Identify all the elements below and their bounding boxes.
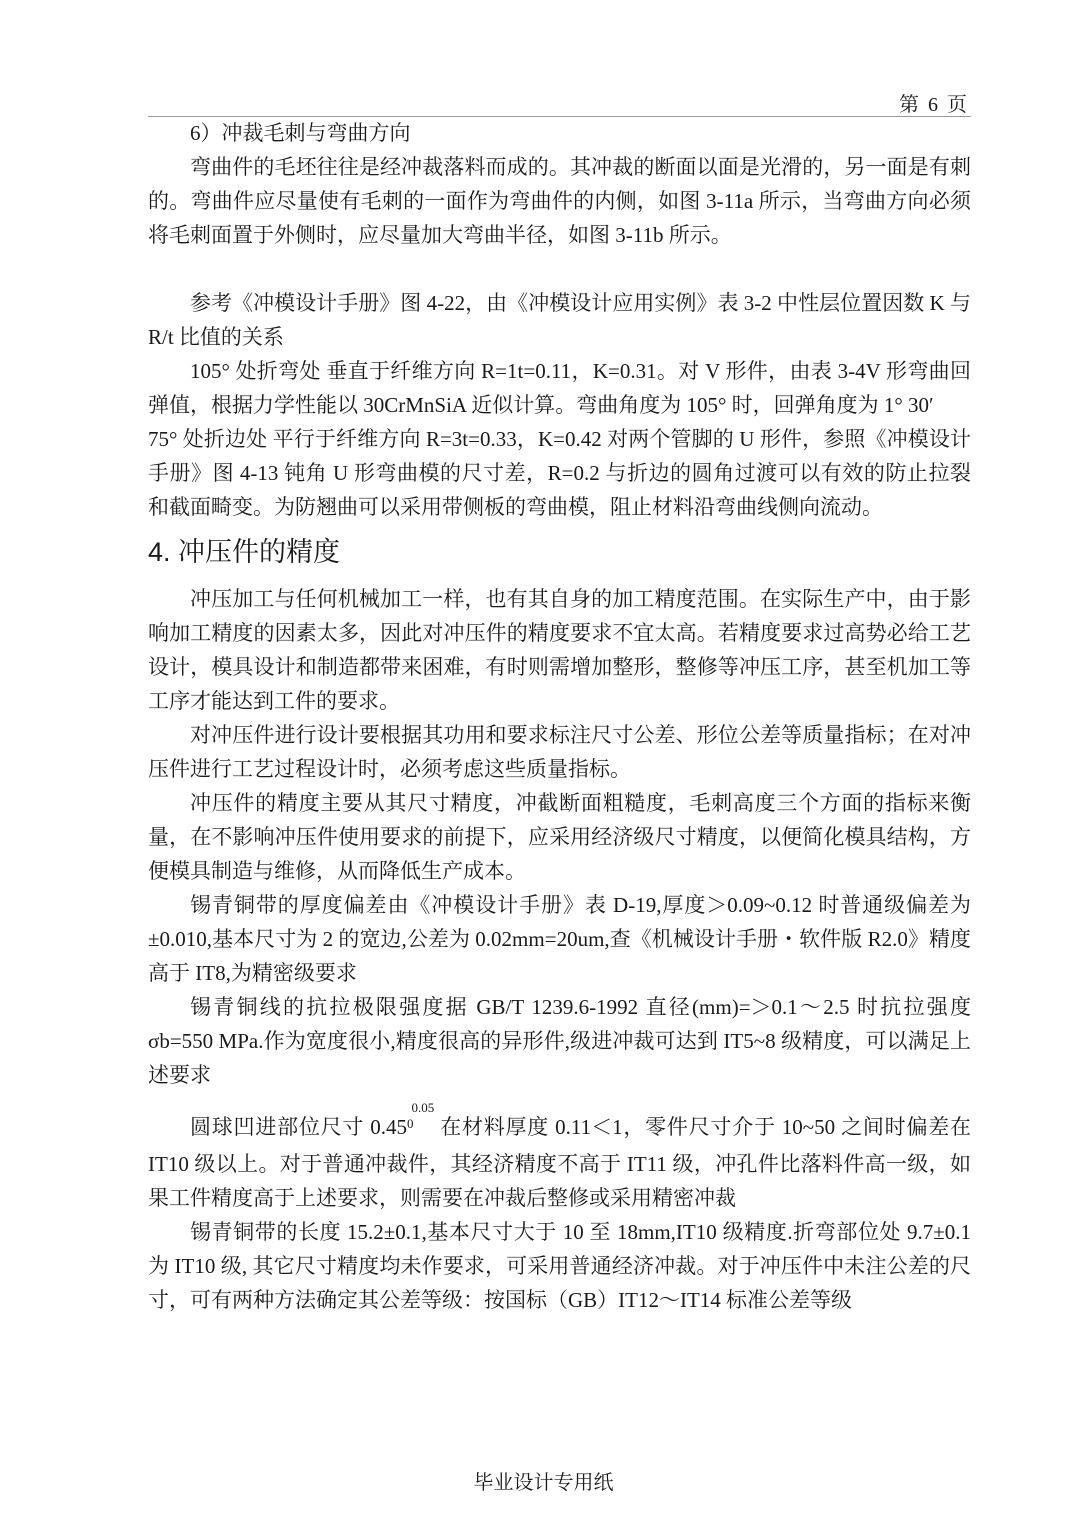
paragraph-wire-strength: 锡青铜线的抗拉极限强度据 GB/T 1239.6-1992 直径(mm)=＞0.1～2.5 时抗拉强度σb=550 MPa.作为宽度很小,精度很高的异形件,级进冲裁可达到 IT5~8 级精度，可以满足上述要求 xyxy=(148,995,971,1087)
document-body xyxy=(148,116,971,1317)
paragraph-75-fold: 75° 处折边处 平行于纤维方向 R=3t=0.33，K=0.42 对两个管脚的 U 形件，参照《冲模设计手册》图 4-13 钝角 U 形弯曲模的尺寸差，R=0.2 与折边的圆角过渡可以有效的防止拉裂和截面畸变。为防翘曲可以采用带侧板的弯曲模，阻止材料沿弯曲线侧向流动。 xyxy=(148,427,971,519)
paragraph-precision-intro: 冲压加工与任何机械加工一样，也有其自身的加工精度范围。在实际生产中，由于影响加工精度的因素太多，因此对冲压件的精度要求不宜太高。若精度要求过高势必给工艺设计，模具设计和制造都带来困难，有时则需增加整形，整修等冲压工序，甚至机加工等工序才能达到工件的要求。 xyxy=(148,587,971,713)
paragraph-burr: 弯曲件的毛坯往往是经冲裁落料而成的。其冲裁的断面以面是光滑的，另一面是有刺的。弯曲件应尽量使有毛刺的一面作为弯曲件的内侧，如图 3-11a 所示，当弯曲方向必须将毛刺面置于外侧时，应尽量加大弯曲半径，如图 3-11b 所示。 xyxy=(148,155,971,247)
tolerance-lower: 0 xyxy=(406,1116,414,1131)
paragraph-tolerance-design: 对冲压件进行设计要根据其功用和要求标注尺寸公差、形位公差等质量指标；在对冲压件进行工艺过程设计时，必须考虑这些质量指标。 xyxy=(148,723,971,781)
paragraph-reference: 参考《冲模设计手册》图 4-22，由《冲模设计应用实例》表 3-2 中性层位置因数 K 与 R/t 比值的关系 xyxy=(148,291,971,349)
paragraph-strip-length: 锡青铜带的长度 15.2±0.1,基本尺寸大于 10 至 18mm,IT10 级精度.折弯部位处 9.7±0.1 为 IT10 级, 其它尺寸精度均未作要求，可采用普通经济冲裁。对于冲压件中未注公差的尺寸，可有两种方法确定其公差等级：按国标（GB）IT12～IT14 标准公差等级 xyxy=(148,1220,971,1312)
paragraph-ball-recess xyxy=(148,1100,971,1215)
paragraph-precision-measure: 冲压件的精度主要从其尺寸精度，冲截断面粗糙度，毛刺高度三个方面的指标来衡量，在不影响冲压件使用要求的前提下，应采用经济级尺寸精度，以便简化模具结构，方便模具制造与维修，从而降低生产成本。 xyxy=(148,791,971,883)
section-heading-precision: 4. 冲压件的精度 xyxy=(148,537,341,567)
paragraph-105-bend: 105° 处折弯处 垂直于纤维方向 R=1t=0.11，K=0.31。对 V 形件，由表 3-4V 形弯曲回弹值，根据力学性能以 30CrMnSiA 近似计算。弯曲角度为 105° 时，回弹角度为 1° 30′ xyxy=(148,359,971,417)
page-number: 第 6 页 xyxy=(899,94,969,116)
ball-recess-rest: 在材料厚度 0.11＜1，零件尺寸介于 10~50 之间时偏差在 IT10 级以上。对于普通冲裁件，其经济精度不高于 IT11 级，冲孔件比落料件高一级，如果工件精度高于上述要求，则需要在冲裁后整修或采用精密冲裁 xyxy=(148,1115,971,1210)
ball-recess-lead: 圆球凹进部位尺寸 0.45 xyxy=(190,1115,407,1139)
tolerance-upper: 0.05 xyxy=(411,1100,435,1115)
paragraph-strip-thickness: 锡青铜带的厚度偏差由《冲模设计手册》表 D-19,厚度＞0.09~0.12 时普通级偏差为±0.010,基本尺寸为 2 的宽边,公差为 0.02mm=20um,查《机械设计手册・软件版 R2.0》精度高于 IT8,为精密级要求 xyxy=(148,893,971,985)
footer-label: 毕业设计专用纸 xyxy=(473,1472,614,1494)
subsection-title-burr-direction: 6）冲裁毛刺与弯曲方向 xyxy=(190,121,411,145)
